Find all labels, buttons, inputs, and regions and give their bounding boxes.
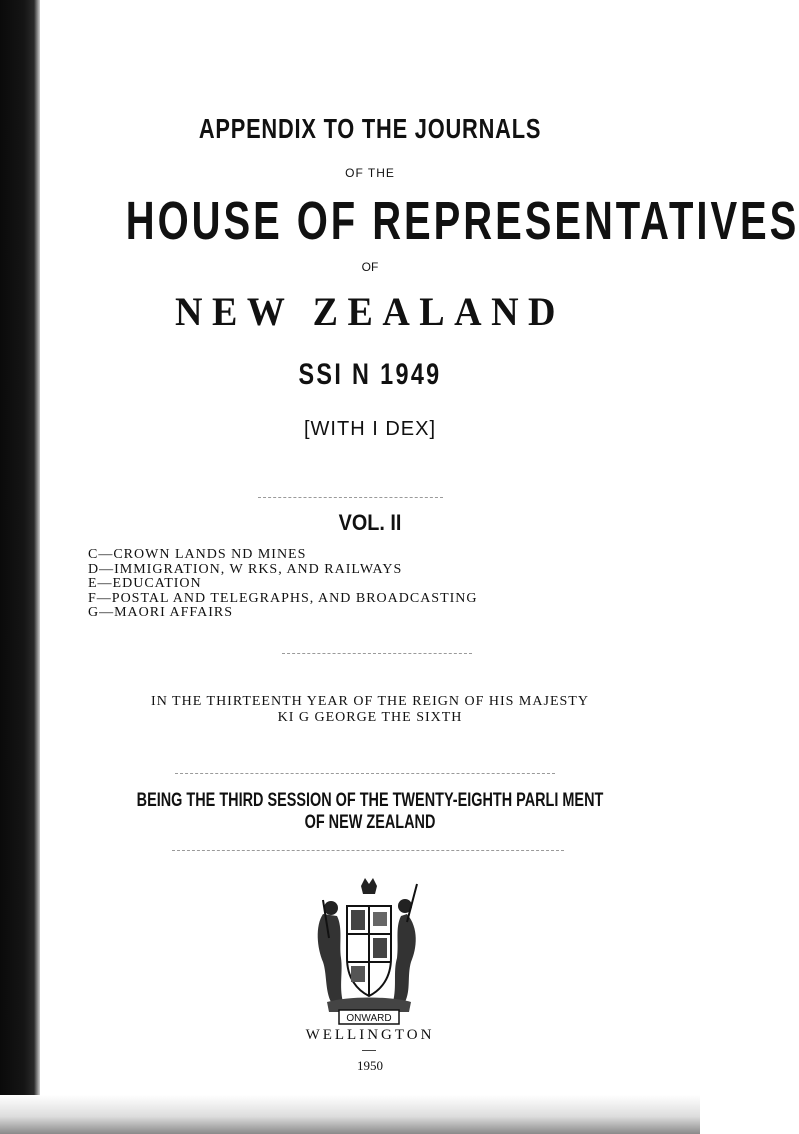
crest-motto: ONWARD xyxy=(346,1013,392,1024)
parliament-line-2: OF NEW ZEALAND xyxy=(304,812,436,833)
title-house: HOUSE OF REPRESENTATIVES xyxy=(125,191,799,251)
divider xyxy=(175,773,555,774)
book-spine-shadow xyxy=(0,0,40,1134)
volume-contents-list xyxy=(88,548,478,621)
index-note: [WITH I DEX] xyxy=(304,418,436,440)
contents-item: E—EDUCATION xyxy=(88,576,202,591)
title-of: OF xyxy=(361,260,379,274)
contents-item: C—CROWN LANDS ND MINES xyxy=(88,547,307,562)
volume-number: VOL. II xyxy=(338,510,402,535)
title-of-the: OF THE xyxy=(345,166,395,180)
imprint-dash xyxy=(362,1050,376,1051)
reign-line-2: KI G GEORGE THE SIXTH xyxy=(277,710,463,725)
divider xyxy=(282,653,472,654)
contents-item: F—POSTAL AND TELEGRAPHS, AND BROADCASTING xyxy=(88,590,478,606)
contents-item: G—MAORI AFFAIRS xyxy=(88,605,234,620)
contents-item: D—IMMIGRATION, W RKS, AND RAILWAYS xyxy=(88,561,403,577)
title-new-zealand: NEW ZEALAND xyxy=(175,289,565,334)
divider xyxy=(172,850,564,851)
coat-of-arms-icon xyxy=(309,878,429,1028)
session-year: SSI N 1949 xyxy=(298,358,442,391)
parliament-line-1: BEING THE THIRD SESSION OF THE TWENTY-EIGHTH PARLI MENT xyxy=(136,790,604,811)
title-appendix: APPENDIX TO THE JOURNALS xyxy=(198,113,542,144)
page-bottom-shadow xyxy=(0,1095,700,1134)
divider xyxy=(258,497,443,498)
reign-line-1: IN THE THIRTEENTH YEAR OF THE REIGN OF HIS MAJESTY xyxy=(151,694,589,709)
imprint-year: 1950 xyxy=(357,1058,383,1073)
imprint-place: WELLINGTON xyxy=(305,1027,435,1043)
